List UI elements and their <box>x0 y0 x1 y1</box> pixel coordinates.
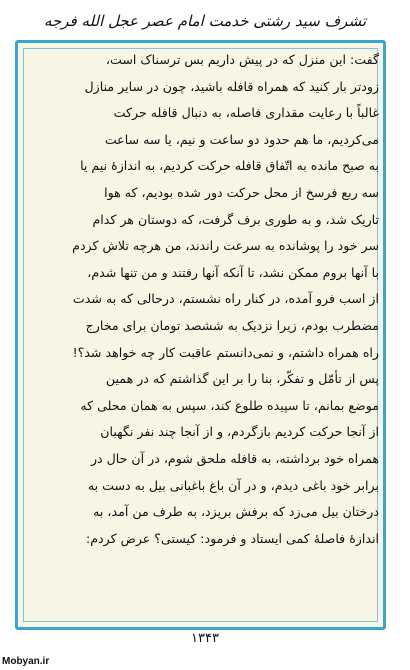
text-line: زودتر بار کنید که همراه قافله باشید، چون در سایر منازل <box>84 78 379 94</box>
text-line: راه همراه داشتم، و نمی‌دانستم عاقبت کار چه خواهد شد؟! <box>72 344 379 360</box>
text-line: اندازهٔ فاصلهٔ کمی ایستاد و فرمود: کیستی؟ عرض کردم: <box>86 530 379 546</box>
text-line: از اسب فرو آمده، در کنار راه نشستم، درحالی که به شدت <box>72 291 379 307</box>
text-line: پس از تأمّل و تفکّر، بنا را بر این گذاشتم که در همین <box>105 371 379 387</box>
text-line: برابر خود باغی دیدم، و در آن باغ باغبانی بیل به دست به <box>87 477 379 493</box>
text-line: گفت: این منزل که در پیش داریم بس ترسناک است، <box>105 52 379 67</box>
text-line: به صبح مانده به اتّفاق قافله حرکت کردیم، به اندازهٔ نیم یا <box>80 158 379 174</box>
text-line: سه ربع فرسخ از محل حرکت دور شده بودیم، که هوا <box>104 184 379 200</box>
watermark-label: Mobyan.ir <box>2 656 50 667</box>
text-line: مضطرب بودم، زیرا نزدیک به ششصد تومان برای مخارج <box>85 317 379 333</box>
text-line: تاریک شد، و به طوری برف گرفت، که دوستان هر کدام <box>92 211 379 227</box>
text-line: همراه خود برداشته، به قافله ملحق شوم، در آن حال در <box>90 450 379 466</box>
text-line: غالباً با رعایت مقداری فاصله، به دنبال قافله حرکت <box>113 105 379 121</box>
text-line: سر خود را پوشانده به سرعت راندند، من هرچه تلاش کردم <box>72 238 379 254</box>
text-line: می‌کردیم، ما هم حدود دو ساعت و نیم، یا سه ساعت <box>104 131 379 147</box>
text-line: با آنها بروم ممکن نشد، تا آنکه آنها رفتند و من تنها شدم، <box>87 264 379 280</box>
text-line: از آنجا حرکت کردیم بازگردم، و از آنجا چند نفر نگهبان <box>100 424 379 440</box>
text-line: درختان بیل می‌زد که برفش بریزد، به طرف من آمد، به <box>93 504 379 520</box>
page-header-title: تشرف سید رشتی خدمت امام عصر عجل الله فرجه <box>43 12 367 30</box>
text-line: موضع بمانم، تا سپیده طلوع کند، سپس به همان محلی که <box>80 397 379 413</box>
body-text <box>22 47 379 623</box>
page-number: ۱۳۴۳ <box>191 631 219 646</box>
